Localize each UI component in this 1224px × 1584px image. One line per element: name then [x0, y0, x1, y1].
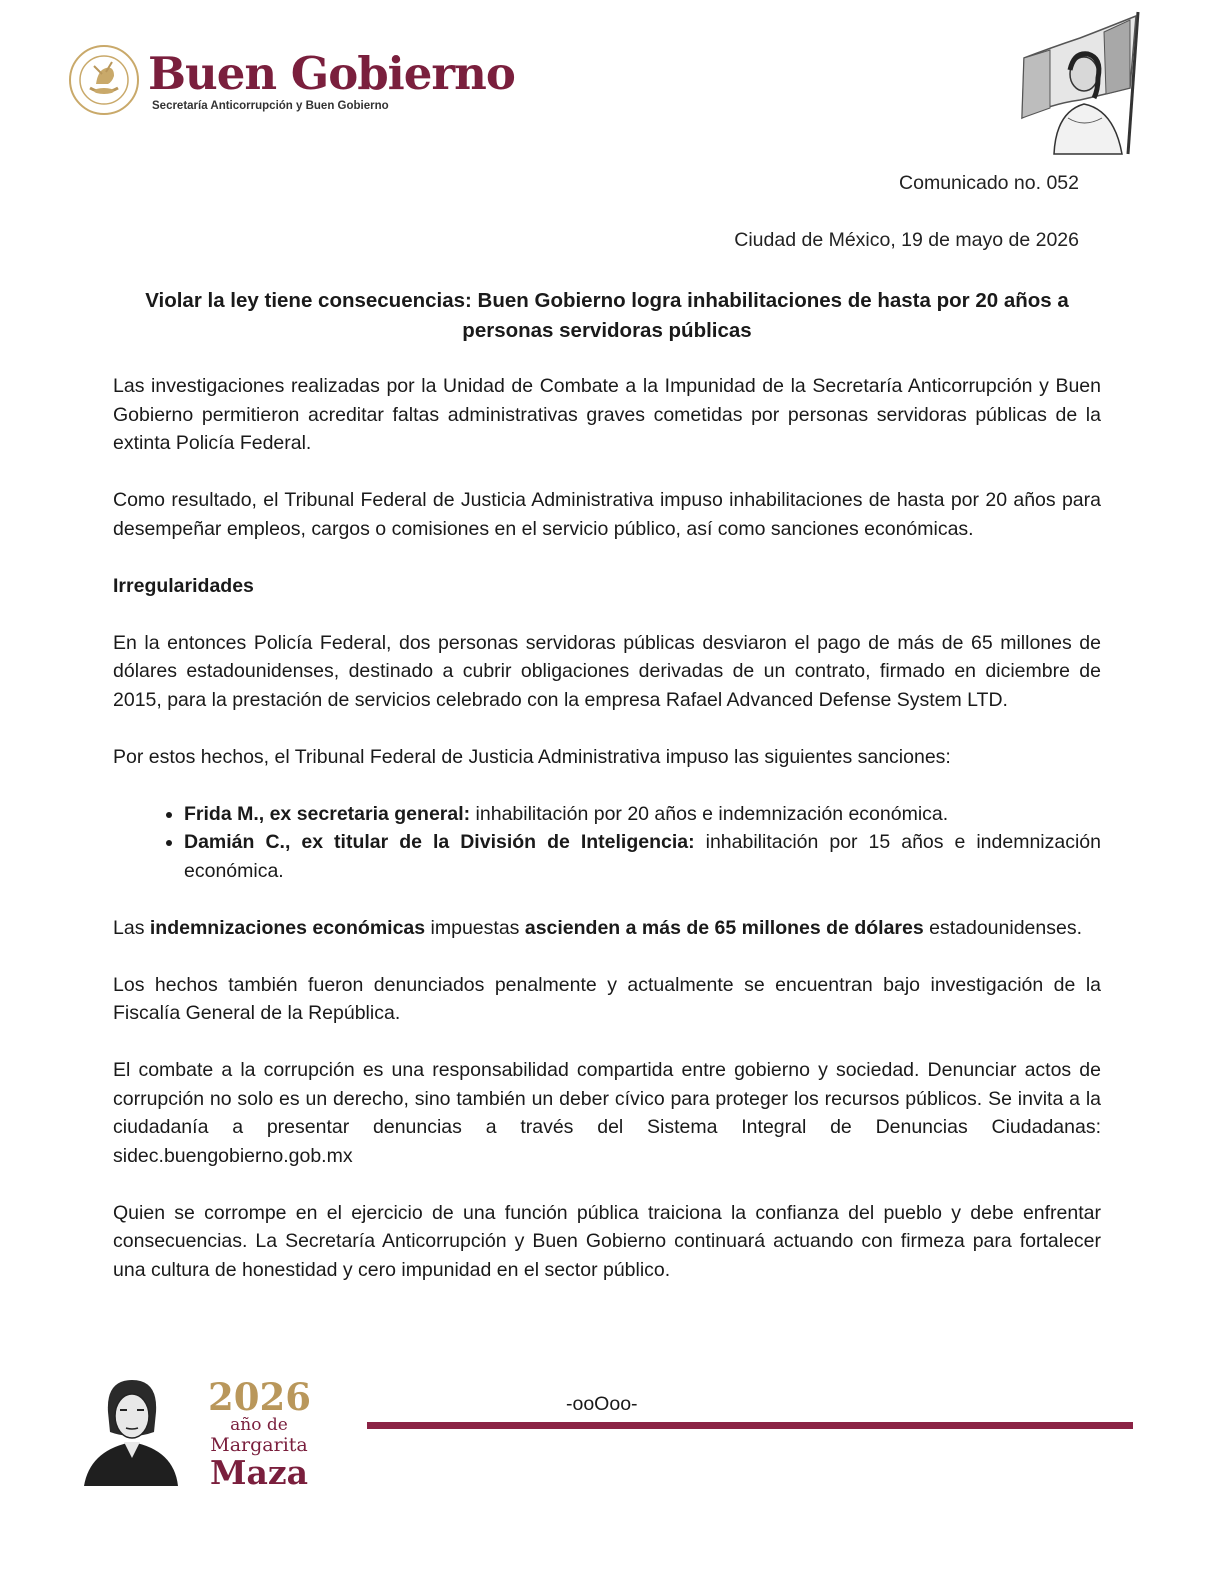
list-item: [184, 828, 1101, 885]
section-heading: Irregularidades: [113, 574, 254, 597]
honoree-first-name: Margarita: [210, 1434, 308, 1456]
list-item: [184, 800, 1101, 829]
paragraph-indemnities: [113, 914, 1101, 943]
flag-bearer-illustration-icon: [1010, 8, 1150, 156]
text-run: estadounidenses.: [923, 916, 1082, 939]
year-label: año de: [230, 1415, 288, 1435]
press-release-title: Violar la ley tiene consecuencias: Buen Gobierno logra inhabilitaciones de hasta por 20 años a personas servidoras públicas: [145, 289, 1069, 342]
bold-run: ascienden a más de 65 millones de dólares: [524, 916, 924, 939]
paragraph-closing-statement: Quien se corrompe en el ejercicio de una función pública traiciona la confianza del pueblo y debe enfrentar consecuencias. La Secretaría Anticorrupción y Buen Gobierno continuará actuando con firmeza para fortalecer una cultura de honestidad y cero impunidad en el sector público.: [113, 1201, 1101, 1281]
paragraph-result: Como resultado, el Tribunal Federal de Justicia Administrativa impuso inhabilitaciones de hasta por 20 años para desempeñar empleos, cargos o comisiones en el servicio público, así como sanciones económicas.: [113, 489, 1101, 540]
communique-number: Comunicado no. 052: [899, 172, 1079, 194]
margarita-maza-portrait-icon: [80, 1372, 180, 1488]
year-number: 2026: [208, 1375, 311, 1419]
sanction-person: Frida M., ex secretaria general:: [184, 802, 471, 825]
sanction-person: Damián C., ex titular de la División de Inteligencia:: [184, 831, 695, 853]
national-seal-icon: [68, 44, 140, 116]
paragraph-sanctions-intro: Por estos hechos, el Tribunal Federal de Justicia Administrativa impuso las siguientes sanciones:: [113, 745, 951, 768]
paragraph-criminal-complaint: Los hechos también fueron denunciados penalmente y actualmente se encuentran bajo investigación de la Fiscalía General de la República.: [113, 973, 1101, 1024]
sanctions-list: [113, 800, 1101, 886]
paragraph-call-to-action: El combate a la corrupción es una responsabilidad compartida entre gobierno y sociedad. Denunciar actos de corrupción no solo es un derecho, sino también un deber cívico para proteger los recursos públicos. Se invita a la ciudadanía a presentar denuncias a través del Sistema Integral de Denuncias Ciudadanas: sidec.buengobierno.gob.mx: [113, 1059, 1101, 1167]
sanction-detail: inhabilitación por 15 años e indemnización económica.: [184, 831, 1102, 882]
year-dedication: [208, 1375, 311, 1492]
honoree-last-name: Maza: [209, 1453, 309, 1492]
text-run: Las: [113, 916, 150, 939]
brand-subtitle: Secretaría Anticorrupción y Buen Gobierno: [152, 100, 389, 112]
header-logo: [68, 44, 515, 116]
footer-divider: [367, 1422, 1133, 1429]
brand-name: Buen Gobierno: [148, 47, 515, 100]
place-date: Ciudad de México, 19 de mayo de 2026: [734, 229, 1079, 251]
paragraph-irregularities: En la entonces Policía Federal, dos personas servidoras públicas desviaron el pago de más de 65 millones de dólares estadounidenses, destinado a cubrir obligaciones derivadas de un contrato, firmado en diciembre de 2015, para la prestación de servicios celebrado con la empresa Rafael Advanced Defense System LTD.: [113, 631, 1101, 711]
bold-run: indemnizaciones económicas: [149, 916, 426, 939]
press-release-body: [113, 372, 1101, 1313]
sanction-detail: inhabilitación por 20 años e indemnización económica.: [470, 802, 949, 825]
text-run: impuestas: [425, 916, 525, 939]
closing-mark: -ooOoo-: [566, 1393, 638, 1415]
paragraph-intro: Las investigaciones realizadas por la Unidad de Combate a la Impunidad de la Secretaría Anticorrupción y Buen Gobierno permitieron acreditar faltas administrativas graves cometidas por personas servidoras públicas de la extinta Policía Federal.: [113, 375, 1101, 454]
